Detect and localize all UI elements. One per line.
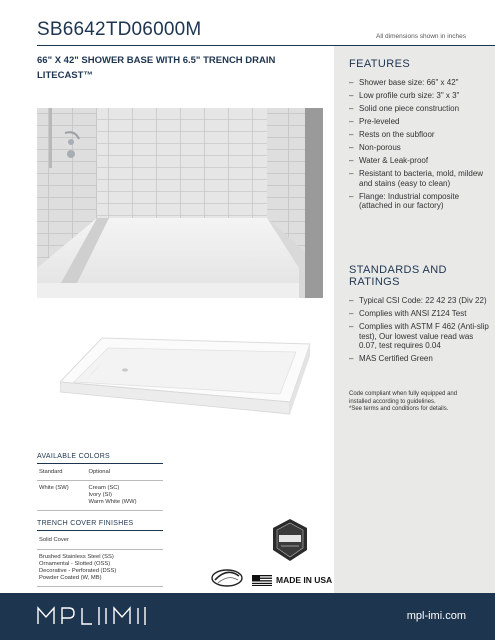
- shower-base-render: [60, 330, 320, 430]
- finishes-list: [37, 550, 163, 587]
- made-in-usa-mark: [252, 574, 333, 588]
- col-optional: Optional: [86, 464, 163, 481]
- standards-title: STANDARDS AND RATINGS: [349, 264, 447, 288]
- feature-item: – Non-porous: [349, 143, 491, 153]
- us-flag-icon: [252, 575, 272, 586]
- features-title: FEATURES: [349, 58, 411, 70]
- standard-item: – MAS Certified Green: [349, 354, 491, 364]
- sidebar: [334, 46, 495, 593]
- standard-item: – Complies with ANSI Z124 Test: [349, 309, 491, 319]
- features-section: [349, 58, 491, 214]
- standards-list: [349, 296, 491, 364]
- standards-section: [349, 264, 491, 367]
- finish-item: Powder Coated (W, MB): [39, 575, 102, 581]
- finish-item: Decorative - Perforated (DSS): [39, 568, 117, 574]
- product-subtitle: 66" X 42" SHOWER BASE WITH 6.5" TRENCH DRAIN LITECAST™: [37, 55, 276, 81]
- finish-item: Brushed Stainless Steel (SS): [39, 554, 114, 560]
- optional-color: Ivory (SI): [88, 492, 112, 498]
- feature-item: – Flange: Industrial composite (attached in our factory): [349, 192, 491, 211]
- optional-color: Warm White (WW): [88, 499, 137, 505]
- warranty-badge-icon: [270, 518, 310, 562]
- mpl-imi-logo: [36, 605, 162, 627]
- finishes-title: TRENCH COVER FINISHES: [37, 520, 163, 531]
- standard-item: – Typical CSI Code: 22 42 23 (Div 22): [349, 296, 491, 306]
- optional-color: Cream (SC): [88, 485, 120, 491]
- colors-title: AVAILABLE COLORS: [37, 453, 163, 464]
- standard-color: White (SW): [37, 481, 86, 511]
- finishes-subheader: Solid Cover: [37, 531, 163, 550]
- bathroom-illustration: [37, 108, 323, 298]
- page-footer: [0, 593, 495, 640]
- page-header: [0, 0, 495, 46]
- shower-base-illustration: [60, 330, 320, 430]
- dimensions-note: All dimensions shown in inches: [376, 33, 466, 40]
- feature-item: – Shower base size: 66" x 42": [349, 78, 491, 88]
- certification-seal-icon: [210, 568, 244, 588]
- feature-item: – Low profile curb size: 3" x 3": [349, 91, 491, 101]
- feature-item: – Solid one piece construction: [349, 104, 491, 114]
- features-list: [349, 78, 491, 211]
- table-row: [37, 481, 163, 511]
- col-standard: Standard: [37, 464, 86, 481]
- colors-table: [37, 464, 163, 511]
- feature-item: – Rests on the subfloor: [349, 130, 491, 140]
- feature-item: – Resistant to bacteria, mold, mildew and stains (easy to clean): [349, 169, 491, 188]
- compliance-notes: [349, 391, 474, 414]
- website-url[interactable]: mpl-imi.com: [406, 610, 466, 622]
- feature-item: – Pre-leveled: [349, 117, 491, 127]
- standard-item: – Complies with ASTM F 462 (Anti-slip test), Our lowest value read was 0.07, test requires 0.04: [349, 322, 491, 351]
- optional-colors: [86, 481, 163, 511]
- feature-item: – Water & Leak-proof: [349, 156, 491, 166]
- colors-header-row: [37, 464, 163, 481]
- finish-item: Ornamental - Slotted (OSS): [39, 561, 111, 567]
- trench-cover-finishes: [37, 520, 163, 587]
- installed-shower-photo: [37, 108, 323, 298]
- note-terms: *See terms and conditions for details.: [349, 406, 449, 412]
- model-number: SB6642TD06000M: [37, 19, 202, 40]
- available-colors: [37, 453, 163, 511]
- made-in-usa-text: MADE IN USA: [276, 575, 333, 585]
- note-code-compliant: Code compliant when fully equipped and installed according to guidelines.: [349, 391, 458, 405]
